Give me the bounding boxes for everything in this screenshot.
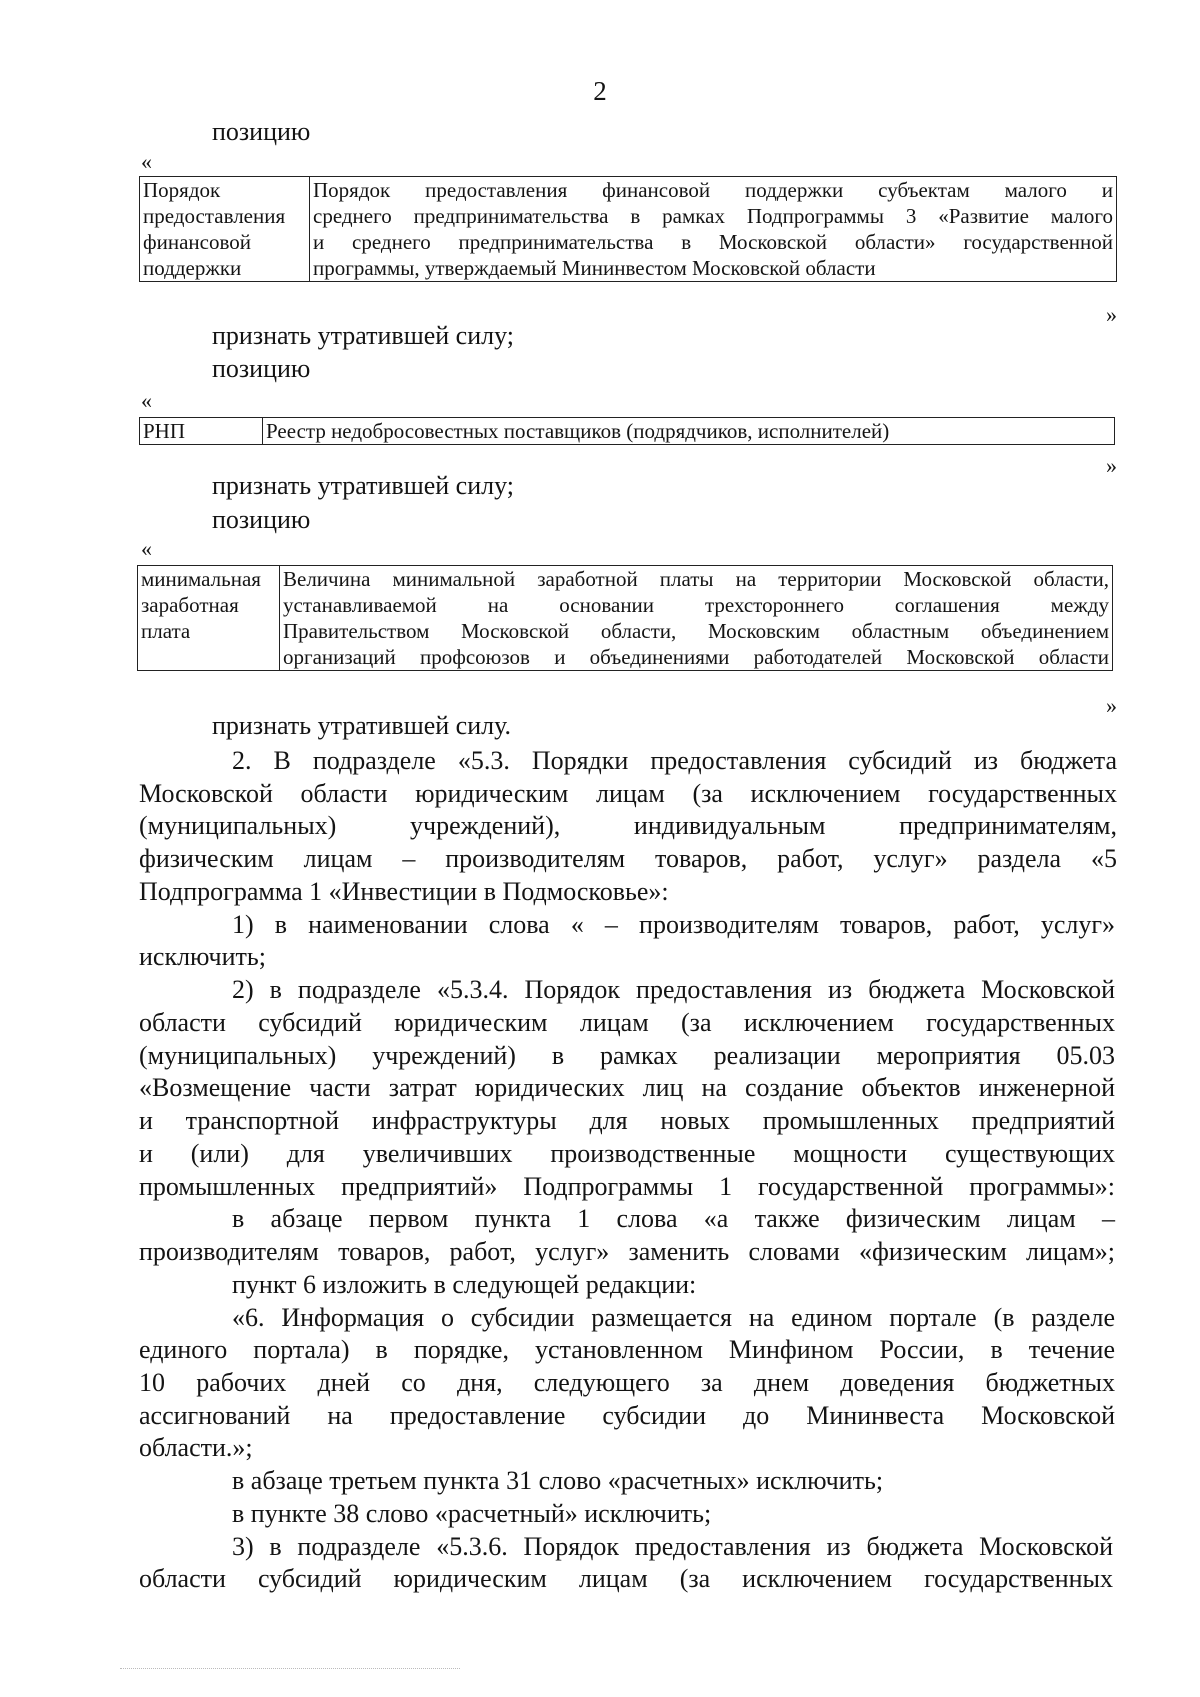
body-line: «6. Информация о субсидии размещается на едином портале (в разделе xyxy=(232,1303,1115,1332)
definition-line: Величина минимальной заработной платы на территории Московской области, xyxy=(283,567,1109,591)
repeal-text-2: признать утратившей силу; xyxy=(212,471,514,500)
body-line: Московской области юридическим лицам (за исключением государственных xyxy=(139,779,1117,808)
definition-line: организаций профсоюзов и объединениями работодателей Московской области xyxy=(283,645,1109,669)
body-line: промышленных предприятий» Подпрограммы 1 государственной программы»: xyxy=(139,1172,1115,1201)
definition-table-1 xyxy=(139,176,1117,282)
open-quote-1: « xyxy=(141,149,152,174)
definition-table-2 xyxy=(139,417,1115,445)
body-line: в абзаце третьем пункта 31 слово «расчетных» исключить; xyxy=(232,1466,884,1495)
open-quote-2: « xyxy=(141,388,152,413)
term-line: Порядок xyxy=(143,178,221,202)
body-line: 2) в подразделе «5.3.4. Порядок предоставления из бюджета Московской xyxy=(232,975,1115,1004)
table-row xyxy=(138,566,1113,671)
body-line: 2. В подразделе «5.3. Порядки предоставления субсидий из бюджета xyxy=(232,746,1117,775)
definition-line: среднего предпринимательства в рамках Подпрограммы 3 «Развитие малого xyxy=(313,204,1113,228)
definition-line: и среднего предпринимательства в Московской области» государственной xyxy=(313,230,1113,254)
body-line: в абзаце первом пункта 1 слова «а также физическим лицам – xyxy=(232,1204,1115,1233)
definition-line: Порядок предоставления финансовой поддержки субъектам малого и xyxy=(313,178,1113,202)
body-line: области субсидий юридическим лицам (за исключением государственных xyxy=(139,1008,1115,1037)
close-quote-1: » xyxy=(1106,302,1117,327)
body-line: области.»; xyxy=(139,1433,253,1462)
page-number: 2 xyxy=(593,76,607,106)
table-row xyxy=(140,418,1115,445)
close-quote-2: » xyxy=(1106,453,1117,478)
body-line: (муниципальных) учреждений), индивидуальным предпринимателям, xyxy=(139,811,1117,840)
body-line: «Возмещение части затрат юридических лиц на создание объектов инженерной xyxy=(139,1073,1115,1102)
definition-line: устанавливаемой на основании трехстороннего соглашения между xyxy=(283,593,1109,617)
definition-cell xyxy=(310,177,1117,282)
body-line: пункт 6 изложить в следующей редакции: xyxy=(232,1270,697,1299)
body-line: 3) в подразделе «5.3.6. Порядок предоставления из бюджета Московской xyxy=(232,1532,1113,1561)
position-intro-1: позицию xyxy=(212,117,311,146)
term-line: плата xyxy=(141,619,191,643)
term-line: поддержки xyxy=(143,256,242,280)
body-line: исключить; xyxy=(139,942,266,971)
position-intro-3: позицию xyxy=(212,505,311,534)
body-line: 1) в наименовании слова « – производителям товаров, работ, услуг» xyxy=(232,910,1115,939)
repeal-text-3: признать утратившей силу. xyxy=(212,711,511,740)
body-line: производителям товаров, работ, услуг» заменить словами «физическим лицам»; xyxy=(139,1237,1115,1266)
repeal-text-1: признать утратившей силу; xyxy=(212,321,514,350)
definition-table-3 xyxy=(137,565,1113,671)
table-row xyxy=(140,177,1117,282)
body-line: физическим лицам – производителям товаров, работ, услуг» раздела «5 xyxy=(139,844,1117,873)
term-line: заработная xyxy=(141,593,239,617)
term-cell xyxy=(140,177,310,282)
term-line: предоставления xyxy=(143,204,286,228)
body-line: единого портала) в порядке, установленном Минфином России, в течение xyxy=(139,1335,1115,1364)
body-line: Подпрограмма 1 «Инвестиции в Подмосковье»: xyxy=(139,877,669,906)
definition-line: Правительством Московской области, Московским областным объединением xyxy=(283,619,1109,643)
body-line: ассигнований на предоставление субсидии до Мининвеста Московской xyxy=(139,1401,1115,1430)
body-line: и транспортной инфраструктуры для новых промышленных предприятий xyxy=(139,1106,1115,1135)
close-quote-3: » xyxy=(1106,693,1117,718)
definition-cell xyxy=(280,566,1113,671)
term-line: минимальная xyxy=(141,567,261,591)
body-line: области субсидий юридическим лицам (за исключением государственных xyxy=(139,1564,1113,1593)
term-cell xyxy=(138,566,280,671)
scan-artifact xyxy=(120,1668,460,1669)
body-line: и (или) для увеличивших производственные мощности существующих xyxy=(139,1139,1115,1168)
body-line: (муниципальных) учреждений) в рамках реализации мероприятия 05.03 xyxy=(139,1041,1115,1070)
term-cell: РНП xyxy=(140,418,263,445)
term-line: финансовой xyxy=(143,230,251,254)
open-quote-3: « xyxy=(141,536,152,561)
body-line: в пункте 38 слово «расчетный» исключить; xyxy=(232,1499,712,1528)
position-intro-2: позицию xyxy=(212,354,311,383)
body-line: 10 рабочих дней со дня, следующего за днем доведения бюджетных xyxy=(139,1368,1115,1397)
definition-line: программы, утверждаемый Мининвестом Московской области xyxy=(313,256,876,280)
definition-cell: Реестр недобросовестных поставщиков (подрядчиков, исполнителей) xyxy=(263,418,1115,445)
